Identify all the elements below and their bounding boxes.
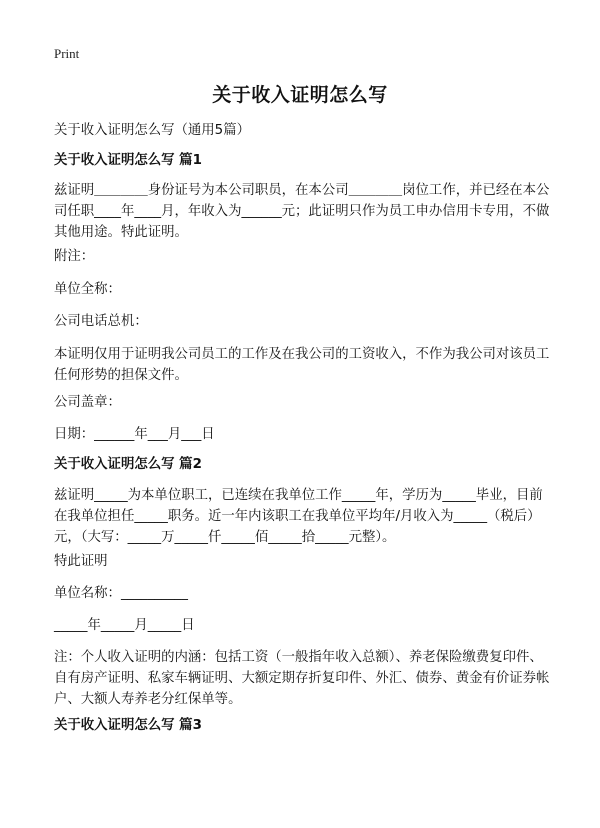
company-phone-label: 公司电话总机： [54, 314, 148, 329]
section-3-heading: 关于收入证明怎么写 篇3 [54, 718, 202, 733]
usage-disclaimer-paragraph: 本证明仅用于证明我公司员工的工作及在我公司的工资收入，不作为我公司对该员工任何形势的担保文件。 [54, 347, 550, 383]
section-2-date-line: _____年_____月_____日 [54, 618, 195, 633]
section-2-paragraph: 兹证明_____为本单位职工，已连续在我单位工作_____年，学历为_____毕业，目前在我单位担任_____职务。近一年内该职工在我单位平均年/月收入为_____（税后）元，（大写：_____万_____仟_____佰_____拾_____元整）。 [54, 488, 543, 545]
date-line: 日期：______年___月___日 [54, 427, 215, 442]
print-link[interactable]: Print [54, 46, 80, 61]
page-title: 关于收入证明怎么写 [212, 84, 388, 106]
section-2-heading: 关于收入证明怎么写 篇2 [54, 457, 202, 472]
company-seal-label: 公司盖章： [54, 395, 121, 410]
attachment-note-label: 附注： [54, 249, 95, 264]
section-1-paragraph: 兹证明＿＿＿＿身份证号为本公司职员，在本公司＿＿＿＿岗位工作，并已经在本公司任职____年____月，年收入为______元；此证明只作为员工申办信用卡专用，不做其他用途。特此证明。 [54, 183, 550, 240]
special-certify-line: 特此证明 [54, 554, 108, 569]
unit-name-line: 单位名称：__________ [54, 586, 188, 601]
document-subtitle: 关于收入证明怎么写（通用5篇） [54, 123, 250, 138]
income-proof-note: 注：个人收入证明的内涵：包括工资（一般指年收入总额）、养老保险缴费复印件、自有房产证明、私家车辆证明、大额定期存折复印件、外汇、债券、黄金有价证券帐户、大额人寿养老分红保单等。 [54, 650, 550, 707]
unit-fullname-label: 单位全称： [54, 282, 121, 297]
section-1-heading: 关于收入证明怎么写 篇1 [54, 153, 202, 168]
